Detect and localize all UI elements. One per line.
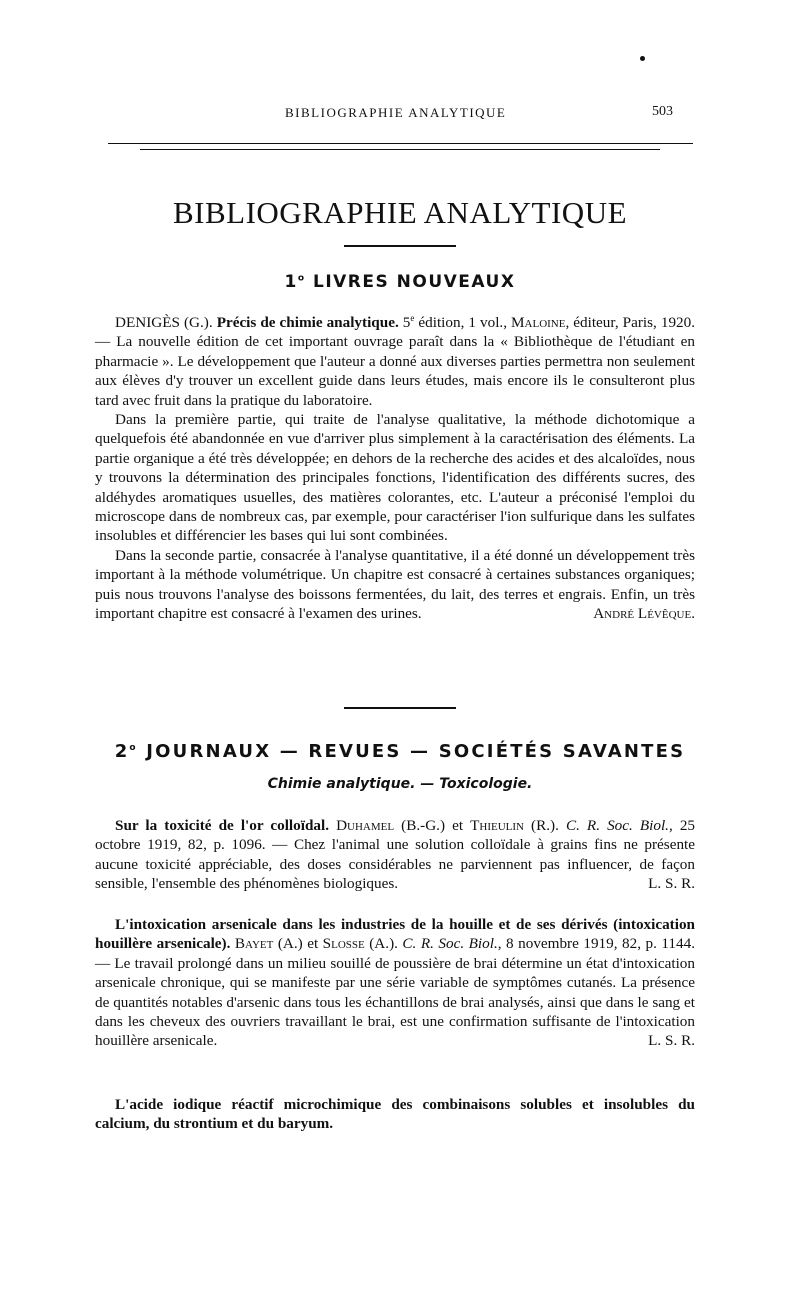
review-text: édition, 1 vol., (414, 314, 512, 331)
section-heading-livres (0, 272, 800, 292)
review-signature: L. S. R. (648, 1032, 695, 1050)
review-text: , 8 novembre 1919, 82, p. 1144. — Le travail prolongé dans un milieu souillé de poussière de brai détermine un état d'intoxication arsenicale chronique, qui se manifeste par une série variable de symptômes cutanés. La présence de quantités notables d'arsenic dans tous les échantillons de brai analysés, ainsi que dans le sang et dans les cheveux des ouvriers travaillant le brai, est une confirmation suffisante de l'intoxication houillère arsenicale. (95, 935, 695, 1050)
review-text: (R.). (523, 817, 566, 834)
review-title: Sur la toxicité de l'or colloïdal. (115, 817, 330, 834)
review-author: Duhamel (336, 817, 395, 834)
review-signature: André Lévêque. (593, 605, 695, 623)
section-number: 2 (114, 741, 130, 762)
title-rule (344, 245, 456, 247)
review-signature: L. S. R. (648, 875, 695, 893)
review-paragraph: Dans la première partie, qui traite de l'analyse qualitative, la méthode dichotomique a quelquefois été abandonnée en vue d'arriver plus simplement à la caractérisation des éléments. La partie organique a été très développée; en dehors de la recherche des acides et des alcaloïdes, nous y trouvons la détermination des principales fonctions, l'identification des différents sucres, des aldéhydes aromatiques usuelles, des matières colorantes, etc. L'auteur a préconisé l'emploi du microscope dans de nombreux cas, par exemple, pour caractériser l'ion sulfurique dans les sulfates insolubles et différencier les bases qui lui sont combinées. (95, 411, 695, 545)
review-text: , 25 octobre 1919, 82, p. 1096. — Chez l'animal une solution colloïdale à grains fins ne présente aucune toxicité appréciable, des doses considérables ne parviennent pas influencer, de façon sensible, l'ensemble des phénomènes biologiques. (95, 817, 696, 893)
review-author: Bayet (234, 935, 274, 953)
review-text: (A.) et (273, 935, 323, 953)
section-divider (344, 707, 456, 709)
ink-dot (640, 56, 645, 61)
section-heading-journaux (0, 741, 800, 762)
section-title: JOURNAUX — REVUES — SOCIÉTÉS SAVANTES (146, 741, 686, 762)
edition-ordinal: e (410, 312, 415, 323)
review-title: L'acide iodique réactif microchimique des combinaisons solubles et insolubles du calcium, du strontium et du baryum. (95, 1096, 695, 1133)
review-text: Dans la seconde partie, consacrée à l'analyse quantitative, il a été donné un développement très important à la méthode volumétrique. Un chapitre est consacré à certaines substances organiques; puis nous trouvons l'analyse des boissons fermentées, du lait, des terres et engrais. Enfin, un très important chapitre est consacré à l'examen des urines. (95, 546, 695, 623)
review-author: Slosse (322, 935, 365, 953)
section-title: LIVRES NOUVEAUX (312, 272, 516, 292)
journal-name: C. R. Soc. Biol. (402, 935, 498, 953)
review-intoxication-arsenicale (95, 915, 695, 1051)
review-denigès (95, 313, 695, 624)
running-head: BIBLIOGRAPHIE ANALYTIQUE (285, 105, 507, 120)
publisher: Maloine (511, 314, 566, 331)
section-ordinal: o (129, 743, 138, 753)
header-rule-bottom (140, 149, 660, 150)
page-title: BIBLIOGRAPHIE ANALYTIQUE (172, 195, 628, 230)
review-title: L'intoxication arsenicale dans les industries de la houille et de ses dérivés (intoxication houillère arsenicale). (95, 916, 695, 953)
subsection-heading: Chimie analytique. — Toxicologie. (267, 776, 533, 792)
section-number: 1 (284, 272, 298, 292)
review-author: DENIGÈS (G.). (115, 314, 217, 331)
review-author: Thieulin (470, 817, 524, 834)
review-text: 5 (398, 314, 411, 331)
review-text: (B.-G.) et (394, 817, 471, 834)
review-paragraph (95, 546, 695, 624)
review-title: Précis de chimie analytique. (216, 314, 399, 331)
page-number: 503 (652, 104, 673, 119)
review-acide-iodique (95, 1095, 695, 1134)
review-text: (A.). (364, 935, 403, 953)
section-ordinal: o (297, 273, 306, 284)
review-text: , éditeur, Paris, 1920. — La nouvelle édition de cet important ouvrage paraît dans la « Bibliothèque de l'étudiant en pharmacie ». Le développement que l'auteur a donné aux diverses parties permettra non seulement aux élèves d'y trouver un excellent guide dans leurs études, mais encore ils le consulteront plus tard avec fruit dans la pratique du laboratoire. (95, 314, 696, 409)
header-rule-top (108, 143, 693, 144)
journal-name: C. R. Soc. Biol. (565, 817, 669, 834)
review-or-colloidal (95, 816, 695, 894)
